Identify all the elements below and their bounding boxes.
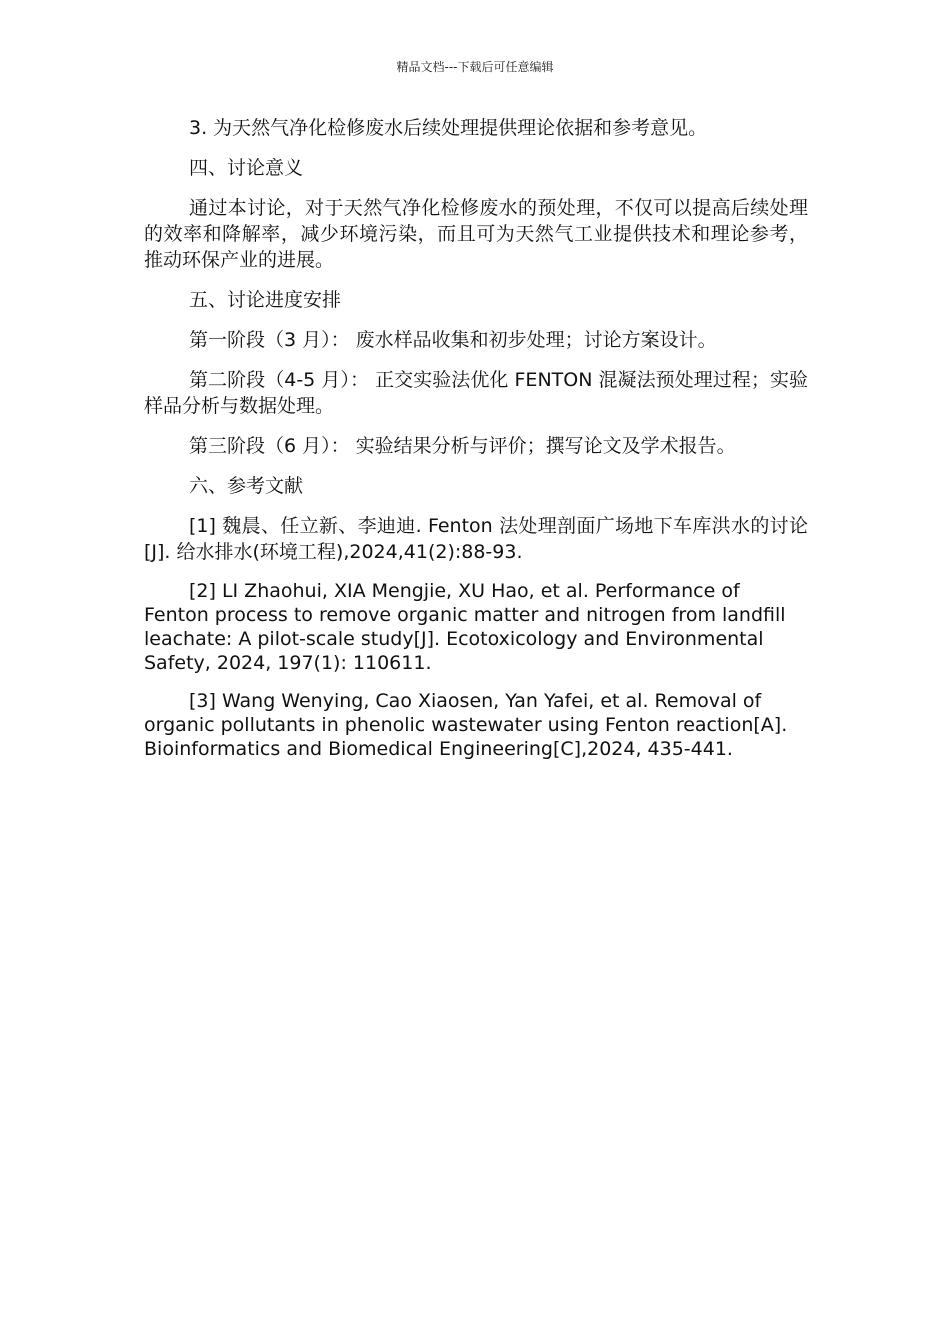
- section-heading-references: 六、参考文献: [189, 475, 304, 497]
- section-heading-significance: 四、讨论意义: [189, 157, 304, 179]
- significance-paragraph: 通过本讨论，对于天然气净化检修废水的预处理，不仅可以提高后续处理的效率和降解率，减少环境污染，而且可为天然气工业提供技术和理论参考，推动环保产业的进展。: [144, 197, 808, 271]
- document-body: [144, 115, 808, 775]
- reference-3: [3] Wang Wenying, Cao Xiaosen, Yan Yafei, et al. Removal of organic pollutants in phenolic wastewater using Fenton reaction[A]. Bioinformatics and Biomedical Engineering[C],2024, 435-441.: [144, 690, 788, 760]
- objective-item-3: 3. 为天然气净化检修废水后续处理提供理论依据和参考意见。: [189, 117, 708, 139]
- schedule-stage-2: 第二阶段（4-5 月）： 正交实验法优化 FENTON 混凝法预处理过程；实验样品分析与数据处理。: [144, 369, 808, 417]
- page-header: 精品文档---下载后可任意编辑: [396, 60, 554, 74]
- schedule-stage-1: 第一阶段（3 月）： 废水样品收集和初步处理；讨论方案设计。: [189, 329, 717, 351]
- schedule-stage-3: 第三阶段（6 月）： 实验结果分析与评价；撰写论文及学术报告。: [189, 435, 736, 457]
- reference-1: [1] 魏晨、任立新、李迪迪. Fenton 法处理剖面广场地下车库洪水的讨论[J]. 给水排水(环境工程),2024,41(2):88-93.: [144, 515, 808, 563]
- reference-2: [2] LI Zhaohui, XIA Mengjie, XU Hao, et al. Performance of Fenton process to remove organic matter and nitrogen from landfill leachate: A pilot-scale study[J]. Ecotoxicology and Environmental Safety, 2024, 197(1): 110611.: [144, 580, 786, 674]
- section-heading-schedule: 五、讨论进度安排: [189, 289, 342, 311]
